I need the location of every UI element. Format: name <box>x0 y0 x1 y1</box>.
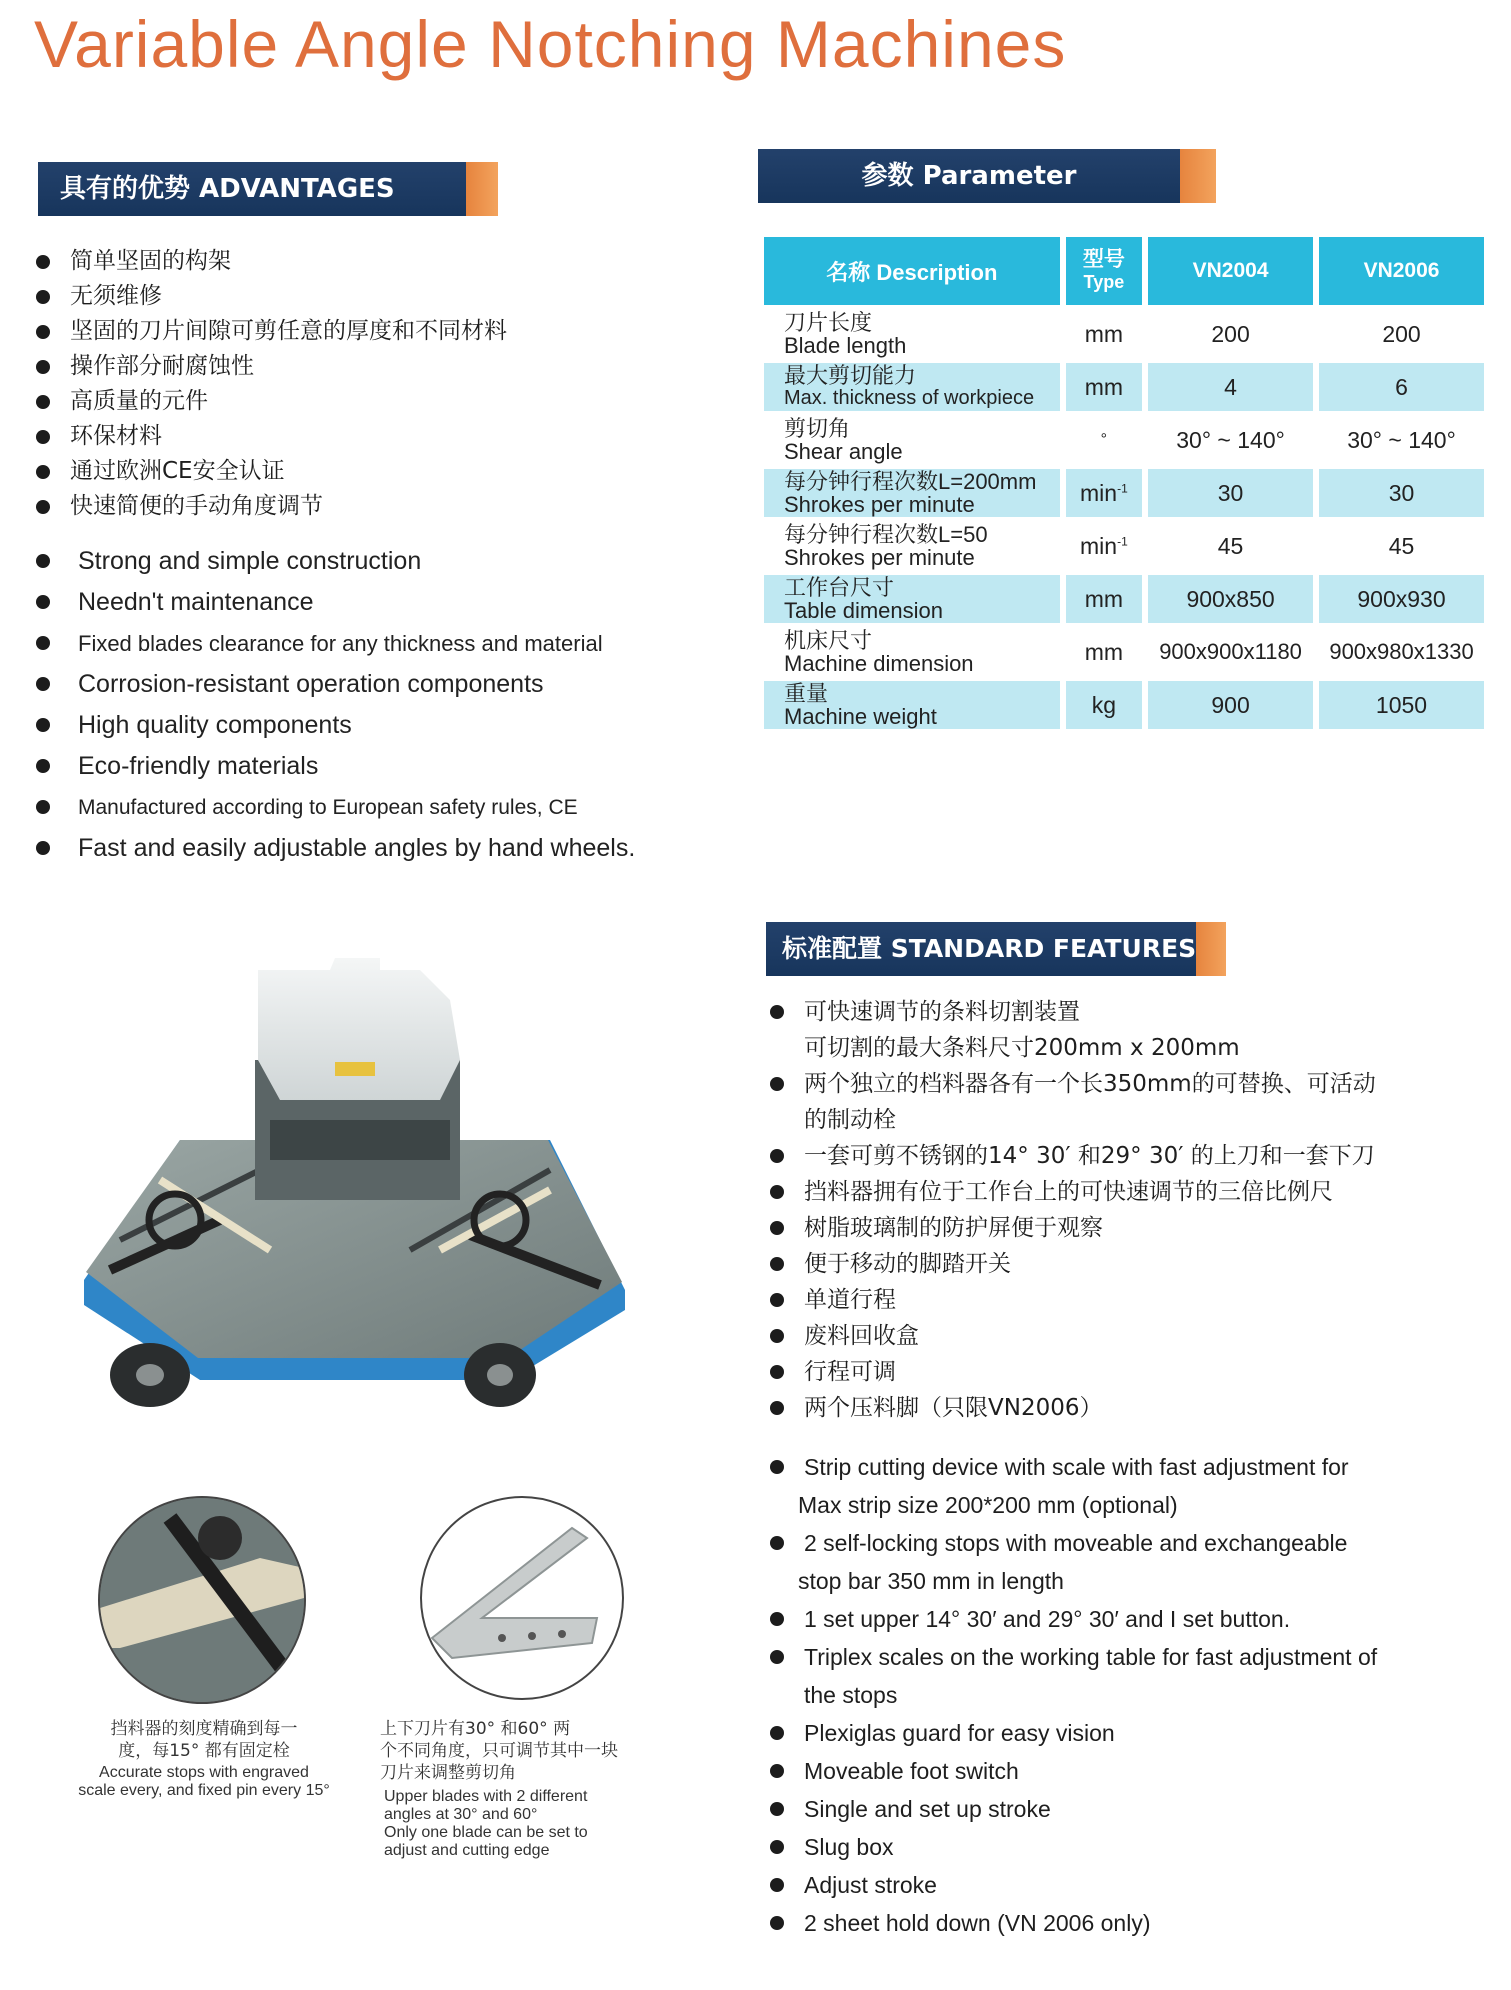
bullet-icon <box>36 290 50 304</box>
list-item: 行程可调 <box>770 1354 1376 1390</box>
list-item: High quality components <box>36 705 635 746</box>
table-row: 剪切角 Shear angle ° 30° ~ 140° 30° ~ 140° <box>784 416 1456 464</box>
bullet-icon <box>770 1802 784 1816</box>
bullet-icon <box>36 677 50 691</box>
list-item: 操作部分耐腐蚀性 <box>36 349 507 384</box>
bullet-icon <box>36 718 50 732</box>
list-item: 环保材料 <box>36 419 507 454</box>
bullet-icon <box>770 1293 784 1307</box>
table-row: 机床尺寸 Machine dimension mm 900x900x1180 900x980x1330 <box>784 628 1474 676</box>
parameter-header-accent <box>1180 149 1216 203</box>
bullet-icon <box>770 1612 784 1626</box>
list-item: 一套可剪不锈钢的14° 30′ 和29° 30′ 的上刀和一套下刀 <box>770 1138 1376 1174</box>
bullet-icon <box>36 595 50 609</box>
bullet-icon <box>770 1726 784 1740</box>
parameter-header-label: 参数 Parameter <box>758 149 1180 203</box>
list-item: 高质量的元件 <box>36 384 507 419</box>
table-header-row <box>764 237 1484 305</box>
list-item: Strong and simple construction <box>36 541 635 582</box>
features-list-cn <box>770 994 1376 1426</box>
list-item: Moveable foot switch <box>770 1752 1377 1790</box>
stops-scale-photo <box>98 1496 306 1704</box>
bullet-icon <box>36 430 50 444</box>
col-type-en: Type <box>1083 272 1125 292</box>
list-item: 单道行程 <box>770 1282 1376 1318</box>
list-item: 废料回收盒 <box>770 1318 1376 1354</box>
page-title: Variable Angle Notching Machines <box>34 7 1067 81</box>
col-description: 名称 Description <box>764 237 1060 305</box>
list-item-continuation: stop bar 350 mm in length <box>798 1568 1064 1594</box>
features-header-label: 标准配置 STANDARD FEATURES <box>766 922 1196 976</box>
bullet-icon <box>770 1650 784 1664</box>
list-item: Needn't maintenance <box>36 582 635 623</box>
list-item: Strip cutting device with scale with fast adjustment for <box>770 1448 1377 1486</box>
list-item-continuation: Max strip size 200*200 mm (optional) <box>798 1492 1178 1518</box>
caption-stops-cn: 挡料器的刻度精确到每一 度，每15° 都有固定栓 <box>110 1719 298 1761</box>
list-item: 2 sheet hold down (VN 2006 only) <box>770 1904 1377 1942</box>
bullet-icon <box>770 1329 784 1343</box>
caption-stops-en: Accurate stops with engraved scale every, and fixed pin every 15° <box>78 1764 330 1799</box>
list-item: Manufactured according to European safety rules, CE <box>36 787 635 828</box>
features-list-en <box>770 1448 1377 1942</box>
bullet-icon <box>770 1365 784 1379</box>
advantages-header <box>38 162 498 216</box>
list-item: 快速简便的手动角度调节 <box>36 489 507 524</box>
list-item: 可快速调节的条料切割装置 <box>770 994 1376 1030</box>
bullet-icon <box>770 1878 784 1892</box>
parameter-header <box>758 149 1216 203</box>
table-row: 每分钟行程次数L=200mm Shrokes per minute $\min^{-1}$ 30 30 <box>764 469 1484 517</box>
bullet-icon <box>36 360 50 374</box>
bullet-icon <box>770 1221 784 1235</box>
advantages-list-cn <box>36 244 507 524</box>
bullet-icon <box>770 1916 784 1930</box>
caption-blades-cn: 上下刀片有30° 和60° 两 个不同角度，只可调节其中一块 刀片来调整剪切角 <box>380 1719 618 1783</box>
bullet-icon <box>770 1840 784 1854</box>
bullet-icon <box>770 1764 784 1778</box>
col-vn2004: VN2004 <box>1148 237 1313 305</box>
list-item: 2 self-locking stops with moveable and exchangeable <box>770 1524 1377 1562</box>
list-item-continuation: 的制动栓 <box>804 1107 896 1133</box>
bullet-icon <box>770 1401 784 1415</box>
bullet-icon <box>36 500 50 514</box>
table-row: 每分钟行程次数L=50 Shrokes per minute $\min^{-1}$ 45 45 <box>784 522 1415 570</box>
bullet-icon <box>36 841 50 855</box>
list-item: 两个压料脚（只限VN2006） <box>770 1390 1376 1426</box>
bullet-icon <box>36 465 50 479</box>
bullet-icon <box>36 800 50 814</box>
list-item: 1 set upper 14° 30′ and 29° 30′ and I set button. <box>770 1600 1377 1638</box>
table-row: 刀片长度 Blade length mm 200 200 <box>784 310 1421 358</box>
table-row: 工作台尺寸 Table dimension mm 900x850 900x930 <box>764 575 1484 623</box>
list-item: 无须维修 <box>36 279 507 314</box>
list-item: Corrosion-resistant operation components <box>36 664 635 705</box>
list-item: 挡料器拥有位于工作台上的可快速调节的三倍比例尺 <box>770 1174 1376 1210</box>
parameter-table <box>758 232 1490 734</box>
list-item: 两个独立的档料器各有一个长350mm的可替换、可活动 <box>770 1066 1376 1102</box>
col-type <box>1066 237 1142 305</box>
blades-image <box>422 1498 622 1698</box>
list-item: Triplex scales on the working table for fast adjustment of <box>770 1638 1377 1676</box>
bullet-icon <box>36 636 50 650</box>
col-vn2006: VN2006 <box>1319 237 1484 305</box>
stops-scale-image <box>100 1498 304 1702</box>
advantages-list-en <box>36 541 635 869</box>
list-item: Slug box <box>770 1828 1377 1866</box>
list-item: Fast and easily adjustable angles by hand wheels. <box>36 828 635 869</box>
list-item: 便于移动的脚踏开关 <box>770 1246 1376 1282</box>
list-item: Adjust stroke <box>770 1866 1377 1904</box>
list-item: 树脂玻璃制的防护屏便于观察 <box>770 1210 1376 1246</box>
list-item-continuation: the stops <box>804 1682 898 1708</box>
bullet-icon <box>36 325 50 339</box>
caption-blades-en: Upper blades with 2 different angles at 30° and 60° Only one blade can be set to adjust and cutting edge <box>384 1788 588 1859</box>
features-header <box>766 922 1226 976</box>
list-item-continuation: 可切割的最大条料尺寸200mm x 200mm <box>804 1035 1240 1061</box>
features-header-accent <box>1196 922 1226 976</box>
list-item: 简单坚固的构架 <box>36 244 507 279</box>
list-item: 坚固的刀片间隙可剪任意的厚度和不同材料 <box>36 314 507 349</box>
bullet-icon <box>36 255 50 269</box>
bullet-icon <box>770 1077 784 1091</box>
bullet-icon <box>36 759 50 773</box>
bullet-icon <box>770 1185 784 1199</box>
bullet-icon <box>770 1536 784 1550</box>
machine-image <box>80 950 640 1420</box>
advantages-header-accent <box>466 162 498 216</box>
advantages-header-label: 具有的优势 ADVANTAGES <box>38 162 466 216</box>
col-type-cn: 型号 <box>1082 248 1125 271</box>
bullet-icon <box>770 1149 784 1163</box>
list-item: Fixed blades clearance for any thickness and material <box>36 623 635 664</box>
bullet-icon <box>36 395 50 409</box>
list-item: Single and set up stroke <box>770 1790 1377 1828</box>
bullet-icon <box>770 1257 784 1271</box>
bullet-icon <box>770 1005 784 1019</box>
list-item: Eco-friendly materials <box>36 746 635 787</box>
bullet-icon <box>770 1460 784 1474</box>
blades-photo <box>420 1496 624 1700</box>
table-row: 最大剪切能力 Max. thickness of workpiece mm 4 6 <box>764 363 1484 411</box>
list-item: 通过欧洲CE安全认证 <box>36 454 507 489</box>
table-row: 重量 Machine weight kg 900 1050 <box>764 681 1484 729</box>
list-item: Plexiglas guard for easy vision <box>770 1714 1377 1752</box>
bullet-icon <box>36 554 50 568</box>
